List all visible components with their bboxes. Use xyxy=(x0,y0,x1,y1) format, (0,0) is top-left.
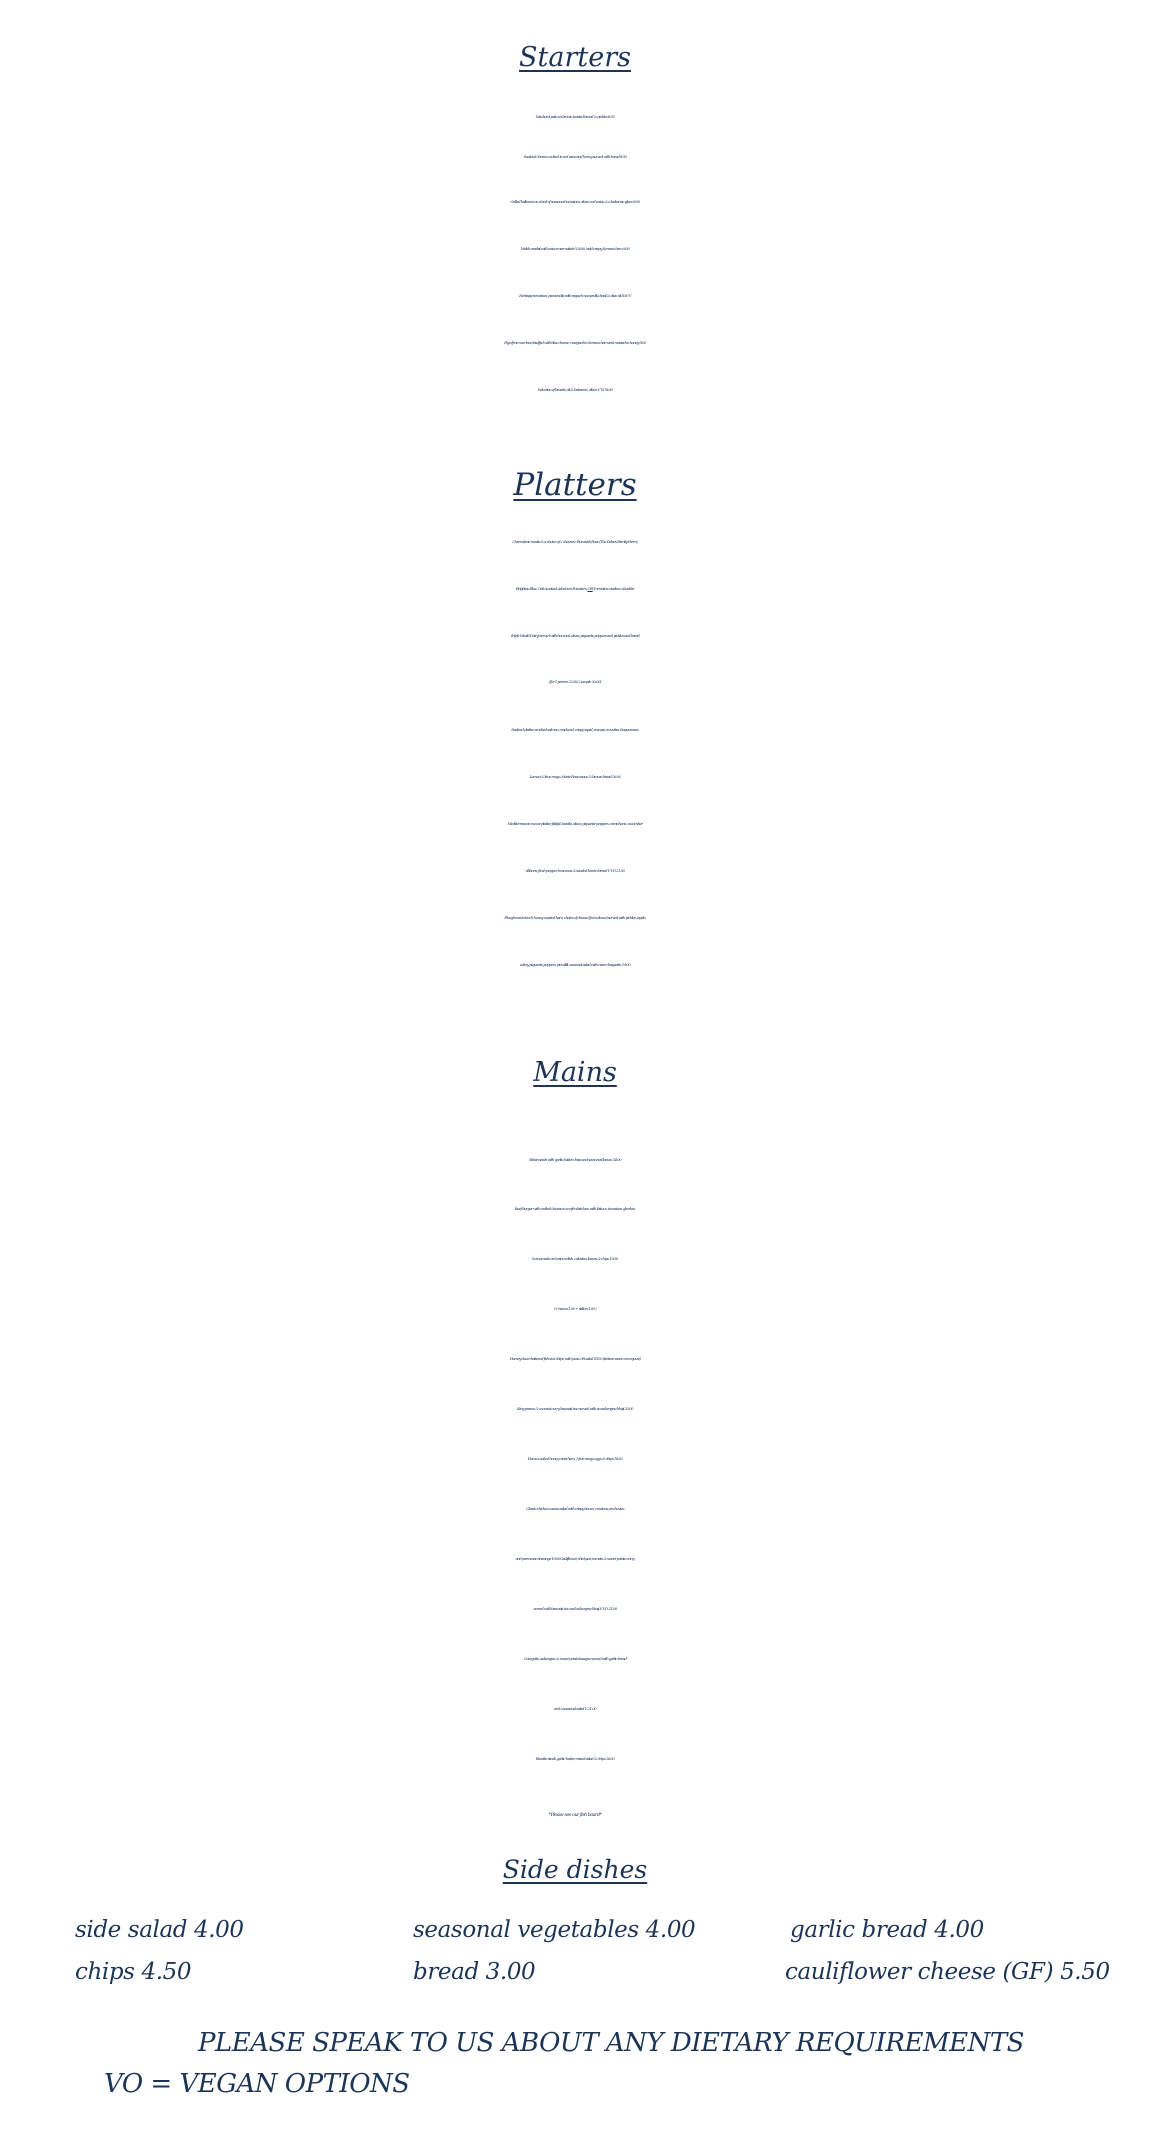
main-item: Home cooked honey roast ham, 2 free range eggs & chips 18.00 xyxy=(527,1456,623,1461)
side-dish-item: cauliflower cheese (GF) 5.50 xyxy=(785,1959,1110,1985)
platter-line-text: Brighton Blue, Oak smoked Ashdown Foresters, xyxy=(515,586,588,591)
platter-line: Ploughman's lunch, honey roasted ham, choice of cheese (from above) served with pickles, apple, xyxy=(504,915,646,920)
starter-item: Welsh rarebit with onion marmalade V 8.00 / add crispy Serrano ham 9.00 xyxy=(520,246,630,251)
starter-item: Mackerel pate on brown toasted bread & pickles 8.50 xyxy=(535,114,615,119)
main-item: and a seasonal salad V 21.00 xyxy=(554,1706,596,1711)
starter-item: Sauteed chorizo cooked in red wine and honey, served with bread 8.50 xyxy=(523,154,627,159)
main-item: Beef burger with melted cheese in a soft white bun with lettuce, tomatoes, gherkin, xyxy=(514,1206,636,1211)
platter-line-text: Tremains medium cheddar xyxy=(592,586,635,591)
platter-line: (High Weald Dairy) served with humous, olives, piquante peppers and pickles and bread xyxy=(510,633,640,638)
starter-item: Figs (from our tree!)stuffed with blue cheese, wrapped in Serrano ham and roasted in honey 8.00 xyxy=(504,340,646,345)
starter-item: Selection of breads, oil & balsamic, olives V VO 8.00 xyxy=(537,387,613,392)
main-item: Courgette, aubergine & sweet potato lasagne served with garlic bread xyxy=(523,1656,627,1661)
platters-heading: Platters xyxy=(513,467,637,503)
main-item: and parmesan shavings 19.00Cauliflower, chickpea, tomato & sweet potato curry xyxy=(515,1556,635,1561)
platter-line: Seafood platter, smoked salmon, mackerel, crispy squid, scampi, crevettes, boquerones, xyxy=(511,727,639,732)
platter-line: Charcuterie meats & a choice of 2 cheeses:- Burwash Rose (The Delves Family Farm), xyxy=(512,539,638,544)
side-dish-item: seasonal vegetables 4.00 xyxy=(413,1917,696,1943)
main-item: Classic chicken caesar salad with crispy bacon, croutons, anchovies xyxy=(526,1506,624,1511)
side-dish-item: chips 4.50 xyxy=(75,1959,192,1985)
side-dish-item: side salad 4.00 xyxy=(75,1917,244,1943)
starter-item: Grilled halloumi on a bed of seasoned tomatoes, olives, red onion & a balsamic glace 8.50 xyxy=(510,199,640,204)
platter-line: celery, piquante peppers, piccalilli, seasonal salad with warm baguette 19.00 xyxy=(519,962,631,967)
side-dish-item: bread 3.00 xyxy=(413,1959,536,1985)
main-item: served with basmati rice and aubergine bhaji V VO 21.00 xyxy=(533,1606,617,1611)
fish-board-note: *Please see our fish board* xyxy=(548,1812,602,1818)
vegan-options-key: VO = VEGAN OPTIONS xyxy=(104,2069,410,2099)
main-item: (+ bacon 1.00 + stilton 1.00 ) xyxy=(553,1306,597,1311)
main-item: Harveys beer battered fish and chips, with peas OR salad 18.50 (tartare sauce on request) xyxy=(509,1356,641,1361)
main-item: Sirloin steak with garlic butter, chips and seasoned leaves 34.00 xyxy=(529,1157,621,1162)
side-dishes-heading: Side dishes xyxy=(502,1855,648,1884)
side-dish-item: garlic bread 4.00 xyxy=(790,1917,984,1943)
main-item: King prawn & coconut curry, basmati rice served with an aubergine bhaji 25.00 xyxy=(517,1406,633,1411)
mains-heading: Mains xyxy=(533,1057,617,1088)
starters-heading: Starters xyxy=(519,42,631,73)
main-item: homemade red onion relish, coleslaw, leaves & chips 19.50 xyxy=(532,1256,618,1261)
platter-line: (for 1 person 22.50/ 2 people 26.00) xyxy=(549,679,601,684)
platter-line: ribbons, fresh pepper, houmous & seeded brown bread V VO 21.00 xyxy=(525,868,625,873)
platter-line: Lemon & lime mayo, Marie Rose sauce & brown bread 26.00 xyxy=(529,774,621,779)
starter-item: Heritage tomatoes, panzanella with ripped mozzarella, basil & olive oil 8.50 V xyxy=(519,293,631,298)
platter-line: Mediterranean mezze platter, falafel, tzatziki, olives, piquante peppers, cornichons, cucumber xyxy=(507,821,643,826)
platter-line xyxy=(0,574,1150,604)
main-item: Bavette steak, garlic butter, mixed salad & chips 26.00 xyxy=(535,1756,615,1761)
dietary-requirements-note: PLEASE SPEAK TO US ABOUT ANY DIETARY REQUIREMENTS xyxy=(198,2028,1024,2058)
or-emphasis: OR xyxy=(587,586,593,591)
